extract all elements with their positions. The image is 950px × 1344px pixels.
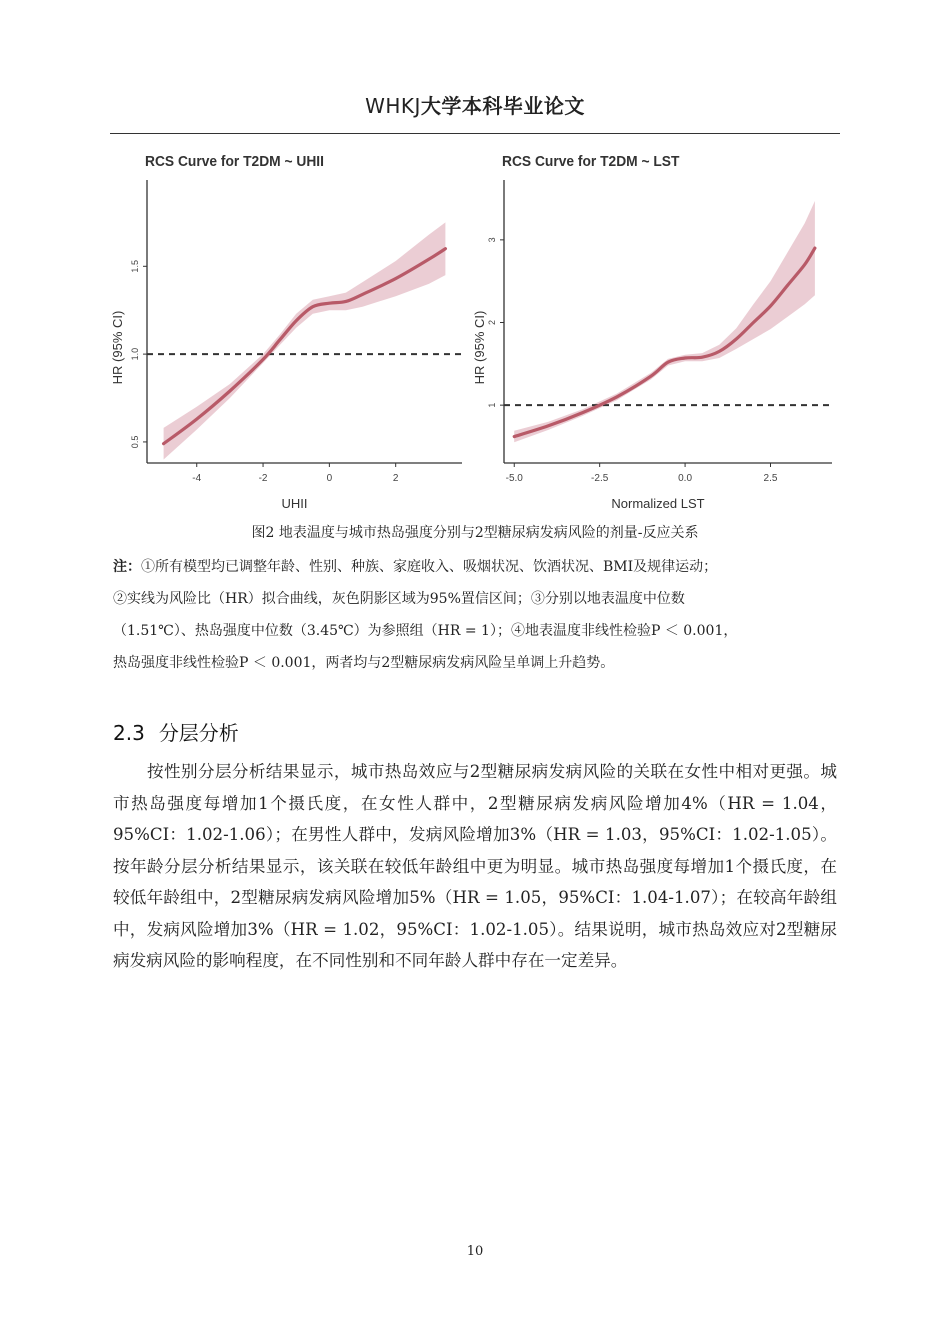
notes-label: 注： [113,559,141,575]
notes-line-1 [113,551,841,583]
x-tick-label: -5.0 [505,473,523,484]
figure [110,138,840,518]
x-tick-label: 2.5 [763,473,778,484]
x-tick-label: 0 [326,473,333,484]
notes-text-1: ①所有模型均已调整年龄、性别、种族、家庭收入、吸烟状况、饮酒状况、BMI及规律运动； [141,559,718,575]
x-axis-label: Normalized LST [611,496,705,511]
x-tick-label: -2 [258,473,268,484]
y-tick-label: 2 [487,319,497,326]
y-axis-label: HR (95% CI) [472,310,487,385]
y-tick-label: 1.5 [130,260,140,273]
fitted-curve [514,248,815,436]
x-tick-label: -4 [192,473,202,484]
chart-title: RCS Curve for T2DM ~ LST [502,153,680,171]
header-latin: WHKJ [365,94,421,118]
y-tick-label: 1.0 [130,347,140,361]
rcs-chart-uhii [110,138,462,518]
confidence-band [164,222,446,459]
figure-caption: 图2 地表温度与城市热岛强度分别与2型糖尿病发病风险的剂量-反应关系 [251,525,699,541]
body-paragraph: 按性别分层分析结果显示，城市热岛效应与2型糖尿病发病风险的关联在女性中相对更强。城市热岛强度每增加1个摄氏度，在女性人群中，2型糖尿病发病风险增加4%（HR = 1.04，95%CI：1.02-1.06）；在男性人群中，发病风险增加3%（HR = 1.03，95%CI：1.02-1.05）。按年龄分层分析结果显示，该关联在较低年龄组中更为明显。城市热岛强度每增加1个摄氏度，在较低年龄组中，2型糖尿病发病风险增加5%（HR = 1.05，95%CI：1.04-1.07）；在较高年龄组中，发病风险增加3%（HR = 1.02，95%CI：1.02-1.05）。结果说明，城市热岛效应对2型糖尿病发病风险的影响程度，在不同性别和不同年龄人群中存在一定差异。 [113,762,837,970]
header-cjk: 大学本科毕业论文 [420,94,585,118]
section-heading [113,717,813,746]
y-axis-label: HR (95% CI) [110,310,125,385]
notes-line-2: ②实线为风险比（HR）拟合曲线，灰色阴影区域为95%置信区间；③分别以地表温度中位数 [113,591,685,607]
x-tick-label: -2.5 [591,473,609,484]
notes-line-3: （1.51℃）、热岛强度中位数（3.45℃）为参照组（HR = 1）；④地表温度非线性检验P ＜ 0.001， [113,623,738,639]
header-rule [110,133,840,134]
y-tick-label: 1 [487,402,497,408]
x-tick-label: 0.0 [678,473,693,484]
y-tick-label: 3 [487,237,497,243]
y-tick-label: 0.5 [130,435,140,449]
section-title: 分层分析 [158,721,239,745]
section-number: 2.3 [113,721,145,745]
x-tick-label: 2 [392,473,399,484]
notes-line-4: 热岛强度非线性检验P ＜ 0.001，两者均与2型糖尿病发病风险呈单调上升趋势。 [113,655,615,671]
rcs-chart-lst [472,138,840,518]
chart-title: RCS Curve for T2DM ~ UHII [145,153,324,171]
running-header [0,90,950,119]
x-axis-label: UHII [281,496,308,511]
figure-notes [113,551,841,679]
page-number: 10 [466,1244,484,1259]
